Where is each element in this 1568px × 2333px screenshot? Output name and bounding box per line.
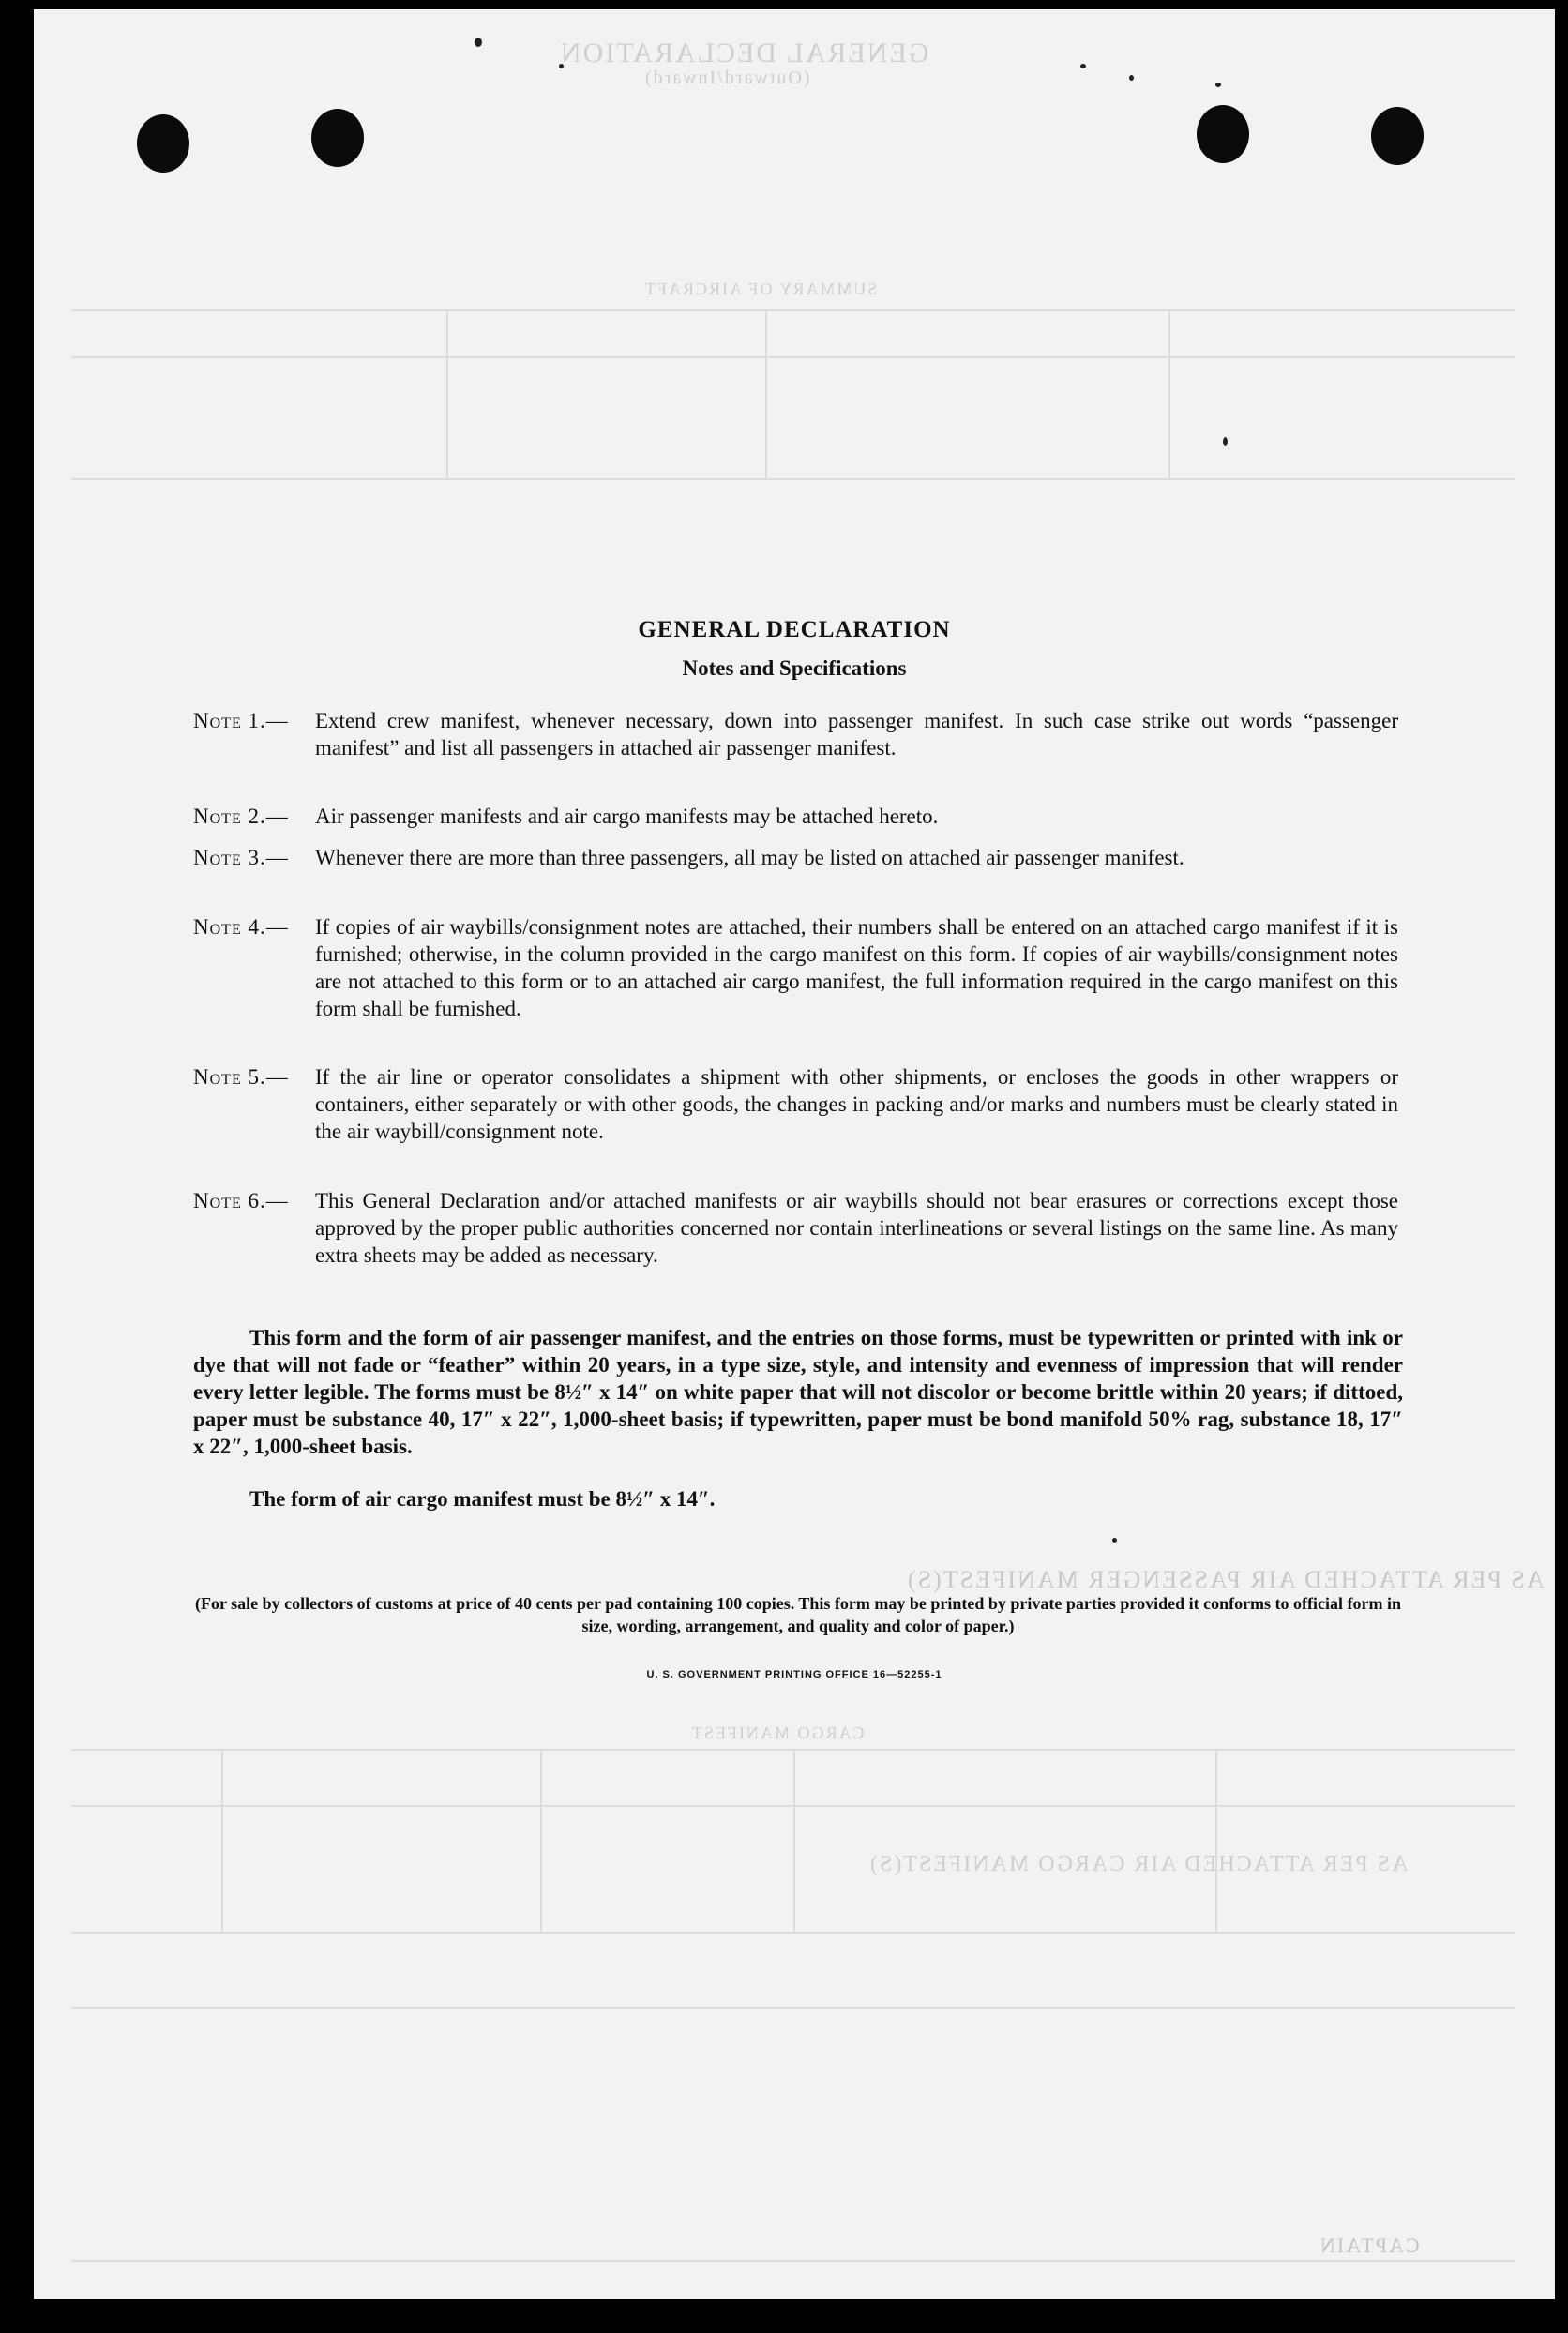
note-label: Note 6.— [193,1189,289,1212]
note-text: If the air line or operator consolidates a shipment with other shipments, or encloses the goods in other wrappers or containers, either separately or with other goods, the changes in packing and/or marks and numbers must be clearly stated in the air waybill/consignment note. [315,1065,1398,1143]
ink-speck [1112,1538,1117,1543]
ink-speck [1223,437,1228,446]
punch-hole-right-2 [1371,107,1424,165]
note-label: Note 5.— [193,1065,289,1089]
ink-speck [475,38,482,47]
page-title: GENERAL DECLARATION [638,617,951,642]
bleed-through-rule [71,2007,1515,2009]
bleed-through-passenger-manifest: AS PER ATTACHED AIR PASSENGER MANIFEST(S) [906,1566,1545,1593]
bleed-through-captain: CAPTAIN [1319,2234,1420,2257]
note-label: Note 3.— [193,846,289,869]
note-4 [193,913,1403,1022]
bleed-through-rule [540,1749,542,1932]
note-5 [193,1063,1403,1145]
note-label: Note 1.— [193,709,289,732]
note-text: Extend crew manifest, whenever necessary, down into passenger manifest. In such case strike out words “passenger manifest” and list all passengers in attached air passenger manifest. [315,709,1398,760]
specification-text: This form and the form of air passenger manifest, and the entries on those forms, must be typewritten or printed with ink or dye that will not fade or “feather” within 20 years, in a type size, style, and intensity and evenness of impression that will render every letter legible. The forms must be 8½″ x 14″ on white paper that will not discolor or become brittle within 20 years; if dittoed, paper must be substance 40, 17″ x 22″, 1,000-sheet basis; if typewritten, paper must be bond manifold 50% rag, substance 18, 17″ x 22″, 1,000-sheet basis. [193,1326,1403,1458]
bleed-through-rule [71,356,1515,358]
note-1 [193,707,1403,761]
ink-speck [1080,64,1086,68]
bleed-through-title: GENERAL DECLARATION [559,38,929,68]
page-subtitle: Notes and Specifications [682,656,907,680]
bleed-through-rule [446,309,448,478]
bleed-through-cargo-title: CARGO MANIFEST [690,1723,865,1742]
note-label: Note 4.— [193,915,289,939]
bleed-through-rule [1168,309,1170,478]
punch-hole-left-2 [311,109,364,167]
sale-notice: (For sale by collectors of customs at price of 40 cents per pad containing 100 copies. This form may be printed by private parties provided it conforms to official form in size, wording, arrangement, and quality and color of paper.) [194,1594,1402,1635]
bleed-through-rule [793,1749,795,1932]
note-text: This General Declaration and/or attached manifests or air waybills should not bear erasures or corrections except those approved by the proper public authorities concerned nor contain interlineations or several listings on the same line. As many extra sheets may be added as necessary. [315,1189,1398,1267]
bleed-through-rule [221,1749,223,1932]
punch-hole-left-1 [137,114,189,173]
ink-speck [1215,83,1221,87]
specification-paragraph [193,1324,1403,1460]
note-text: Air passenger manifests and air cargo manifests may be attached hereto. [315,805,939,828]
printer-imprint: U. S. GOVERNMENT PRINTING OFFICE 16—52255-1 [646,1669,942,1680]
note-label: Note 2.— [193,805,289,828]
note-2 [193,803,1403,830]
note-text: Whenever there are more than three passengers, all may be listed on attached air passenger manifest. [315,846,1184,869]
note-text: If copies of air waybills/consignment notes are attached, their numbers shall be entered on an attached cargo manifest if it is furnished; otherwise, in the column provided in the cargo manifest on this form. If copies of air waybills/consignment notes are not attached to this form or to an attached air cargo manifest, the full information required in the cargo manifest on this form shall be furnished. [315,915,1398,1020]
cargo-size-line [249,1485,1375,1513]
bleed-through-rule [71,478,1515,480]
bleed-through-summary: SUMMARY OF AIRCRAFT [643,279,878,298]
document-page [34,9,1555,2299]
ink-speck [1129,75,1134,81]
bleed-through-rule [71,309,1515,311]
bleed-through-rule [71,1932,1515,1934]
bleed-through-cargo-attached: AS PER ATTACHED AIR CARGO MANIFEST(S) [868,1852,1409,1876]
cargo-size-text: The form of air cargo manifest must be 8½″ x 14″. [249,1487,716,1511]
note-3 [193,844,1403,871]
note-6 [193,1187,1403,1269]
punch-hole-right-1 [1197,105,1249,163]
bleed-through-rule [71,2260,1515,2262]
bleed-through-rule [765,309,767,478]
bleed-through-subtitle: (Outward/Inward) [643,68,810,88]
bleed-through-rule [1215,1749,1217,1932]
